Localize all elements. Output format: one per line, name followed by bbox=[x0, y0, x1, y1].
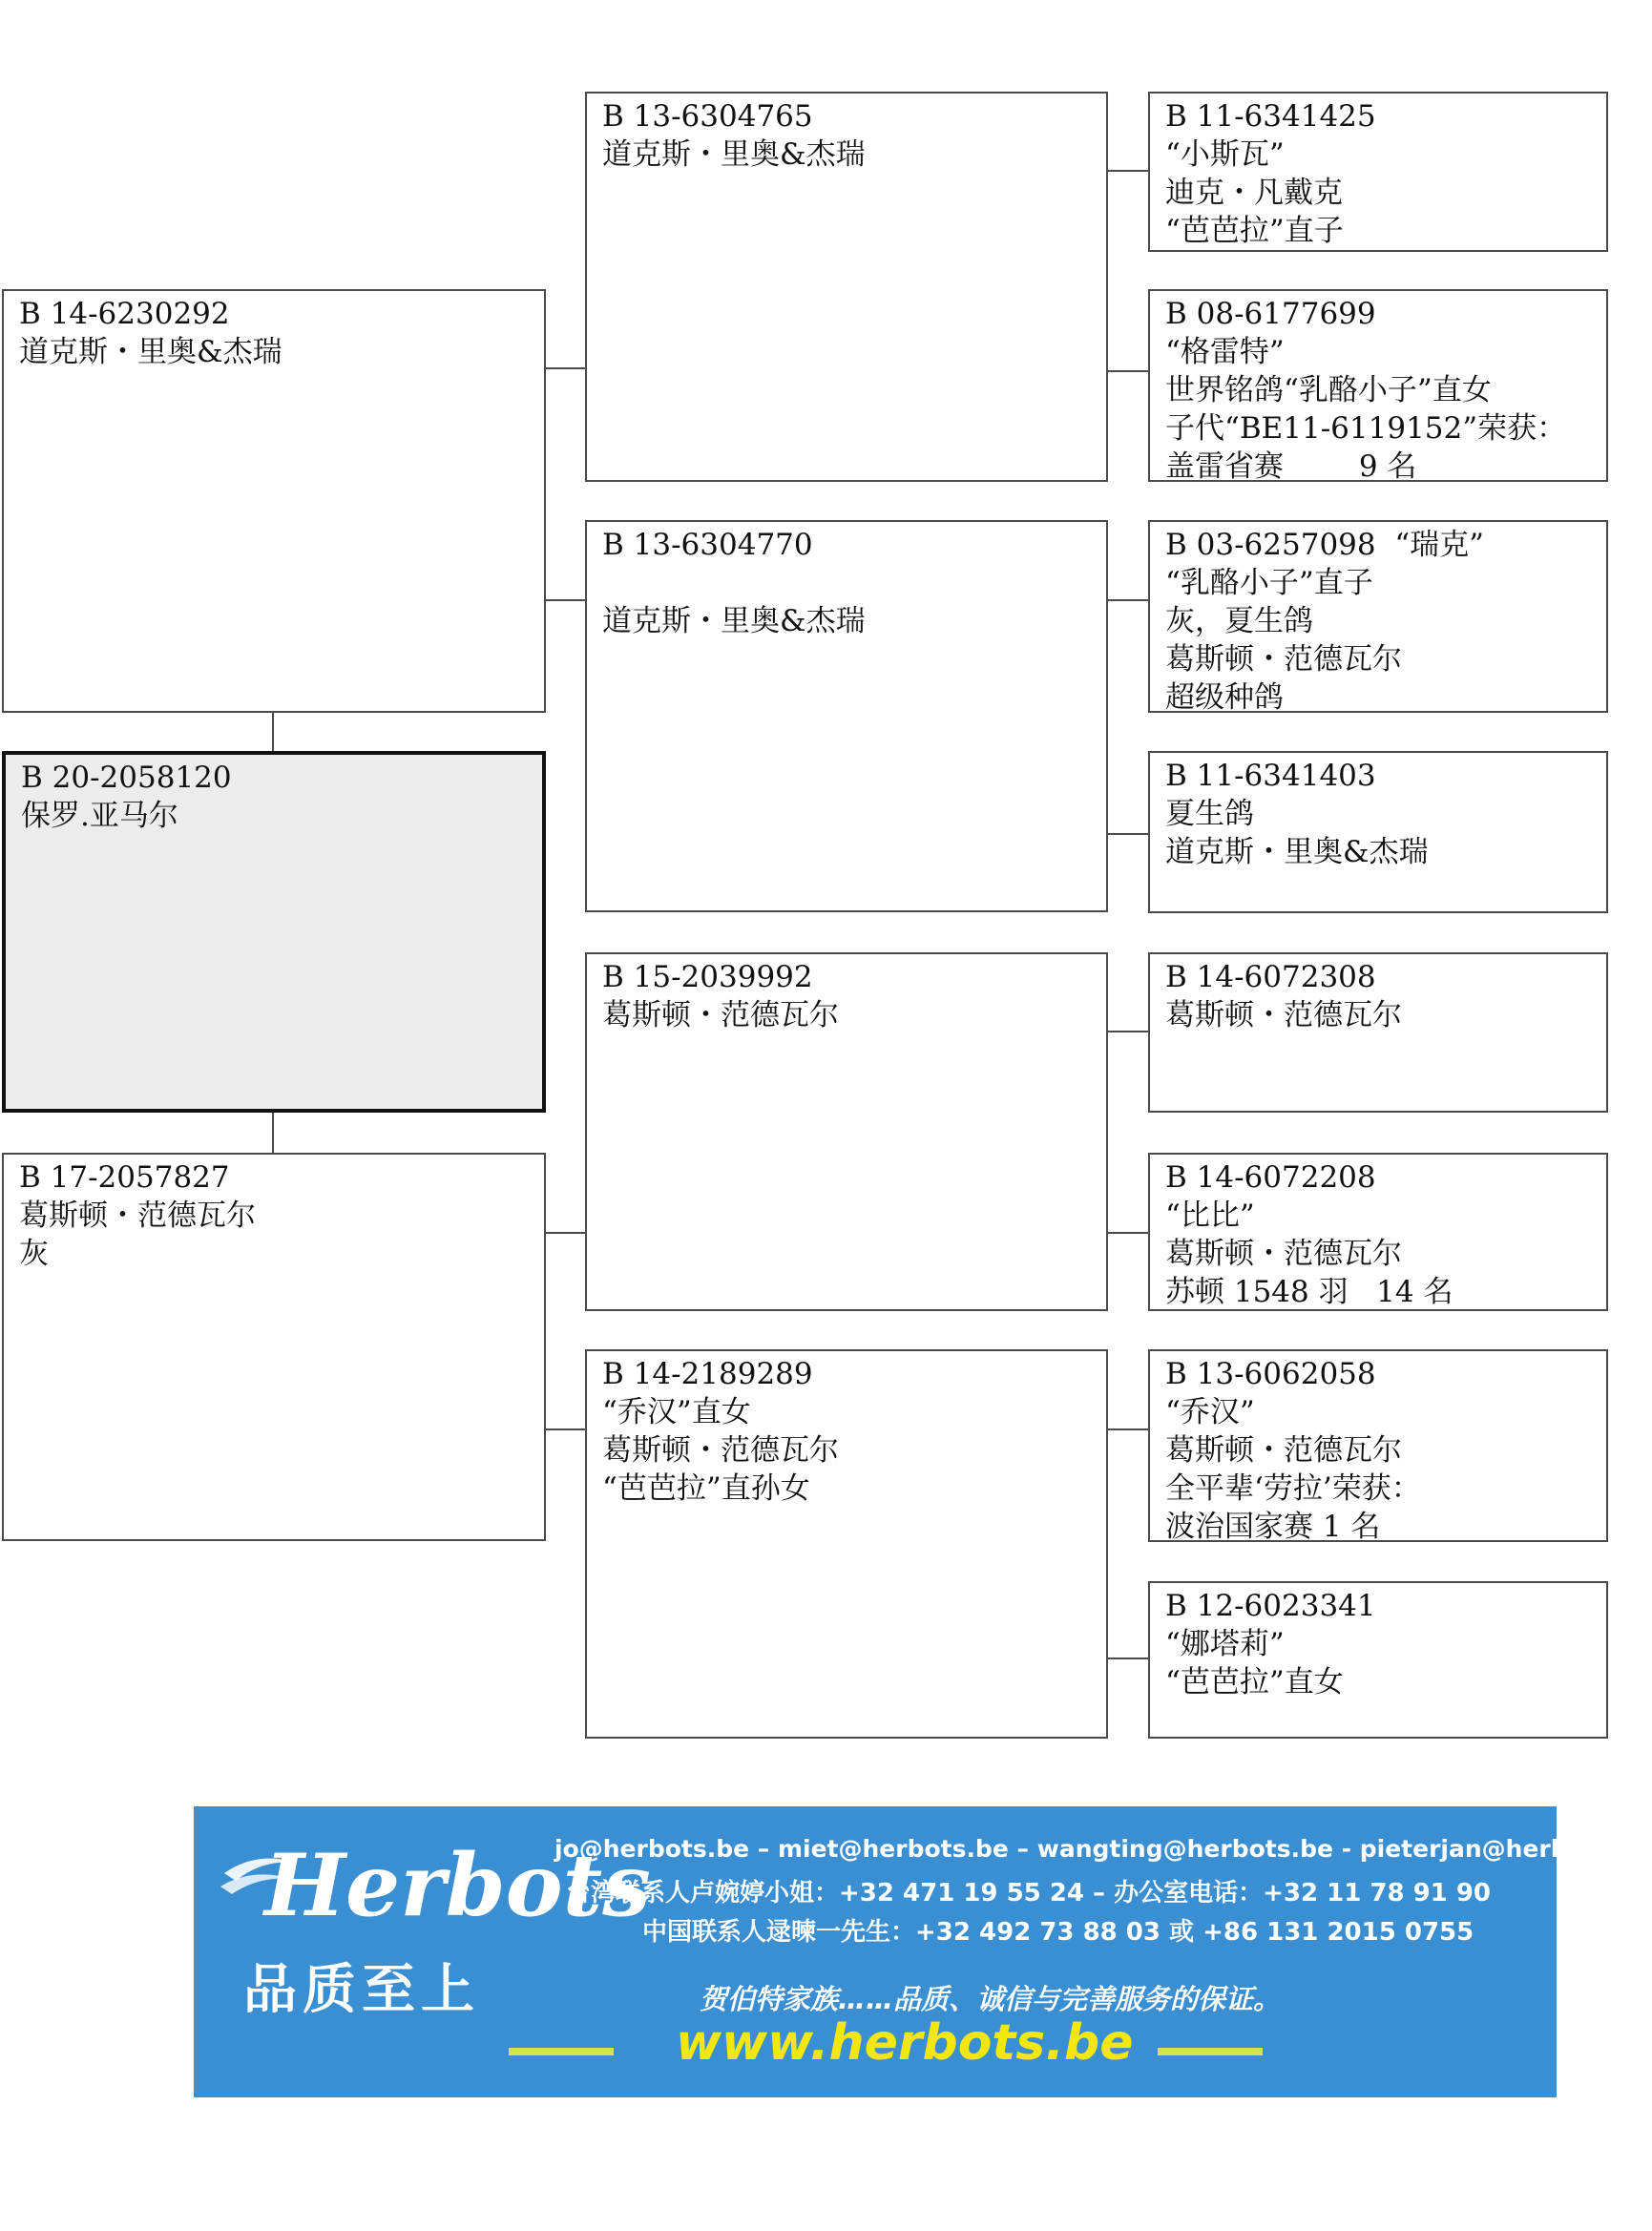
ss-dam-card bbox=[1148, 289, 1608, 482]
pedigree-line: B 14-6072208 bbox=[1165, 1160, 1376, 1195]
pedigree-line: 灰 bbox=[19, 1237, 49, 1271]
right-dash bbox=[1158, 2048, 1263, 2055]
pedigree-line: “芭芭拉”直子 bbox=[1165, 214, 1344, 248]
dd-dam-card bbox=[1148, 1581, 1608, 1739]
taiwan-contact-line: 台湾联系人卢婉婷小姐：+32 471 19 55 24 – 办公室电话：+32 11 78 91 90 bbox=[566, 1879, 1491, 1908]
pedigree-line: B 13-6304770 bbox=[602, 528, 813, 562]
website-link[interactable]: www.herbots.be bbox=[676, 2014, 1134, 2072]
pedigree-line: B 11-6341403 bbox=[1165, 759, 1376, 793]
pedigree-line: 盖雷省赛 9 名 bbox=[1165, 449, 1417, 484]
connector-ss-sire bbox=[1107, 170, 1149, 172]
connector-dd-sire bbox=[1107, 1428, 1149, 1430]
pedigree-line: “小斯瓦” bbox=[1165, 137, 1285, 172]
sire-dam-card bbox=[585, 520, 1108, 912]
pedigree-line: 苏顿 1548 羽 14 名 bbox=[1165, 1275, 1453, 1309]
pedigree-line: 葛斯顿・范德瓦尔 bbox=[1165, 642, 1402, 677]
pedigree-line bbox=[602, 564, 1091, 602]
pedigree-line: B 13-6304765 bbox=[602, 99, 813, 134]
ds-sire-card bbox=[1148, 952, 1608, 1113]
connector-dam-dd bbox=[544, 1428, 586, 1430]
connector-dam-subject bbox=[272, 1113, 274, 1153]
pedigree-line: “乳酪小子”直子 bbox=[1165, 566, 1373, 600]
pedigree-line: 葛斯顿・范德瓦尔 bbox=[1165, 1237, 1402, 1271]
connector-ds-dam bbox=[1107, 1232, 1149, 1234]
pedigree-line: 道克斯・里奥&杰瑞 bbox=[19, 335, 282, 369]
pedigree-line: 世界铭鸽“乳酪小子”直女 bbox=[1165, 373, 1492, 407]
logo-slogan: 品质至上 bbox=[243, 1959, 480, 2021]
connector-sire-subject bbox=[272, 711, 274, 751]
connector-ds-sire bbox=[1107, 1031, 1149, 1032]
pedigree-line: 全平辈‘劳拉’荣获： bbox=[1165, 1471, 1421, 1506]
sire-sire-card bbox=[585, 92, 1108, 482]
pedigree-line: B 12-6023341 bbox=[1165, 1589, 1376, 1623]
connector-sd-sire bbox=[1107, 599, 1149, 601]
pedigree-line: “娜塔莉” bbox=[1165, 1627, 1285, 1661]
pedigree-line: “乔汉” bbox=[1165, 1395, 1255, 1429]
pedigree-line: 波治国家赛 1 名 bbox=[1165, 1510, 1381, 1544]
pedigree-line: 葛斯顿・范德瓦尔 bbox=[19, 1199, 256, 1233]
pedigree-line: B 14-6072308 bbox=[1165, 960, 1376, 994]
pedigree-line: B 13-6062058 bbox=[1165, 1357, 1376, 1391]
pedigree-line: B 15-2039992 bbox=[602, 960, 813, 994]
pedigree-line: 子代“BE11-6119152”荣获： bbox=[1165, 411, 1567, 446]
pedigree-line: B 08-6177699 bbox=[1165, 297, 1376, 331]
pedigree-line: “芭芭拉”直女 bbox=[1165, 1665, 1344, 1699]
left-dash bbox=[509, 2048, 614, 2055]
subject-card bbox=[2, 751, 546, 1113]
pedigree-line: B 11-6341425 bbox=[1165, 99, 1376, 134]
connector-dam-ds bbox=[544, 1232, 586, 1234]
pedigree-line: 道克斯・里奥&杰瑞 bbox=[1165, 835, 1429, 869]
pedigree-line: 葛斯顿・范德瓦尔 bbox=[602, 998, 839, 1032]
pedigree-line: “格雷特” bbox=[1165, 335, 1285, 369]
pedigree-line: B 17-2057827 bbox=[19, 1160, 230, 1195]
pedigree-line: B 20-2058120 bbox=[21, 761, 232, 795]
pedigree-line: B 03-6257098 “瑞克” bbox=[1165, 528, 1485, 562]
pedigree-line: “芭芭拉”直孙女 bbox=[602, 1471, 810, 1506]
pedigree-line: 葛斯顿・范德瓦尔 bbox=[1165, 998, 1402, 1032]
connector-dd-dam bbox=[1107, 1658, 1149, 1659]
connector-sire-sd bbox=[544, 599, 586, 601]
pedigree-line: 葛斯顿・范德瓦尔 bbox=[602, 1433, 839, 1468]
sire-card bbox=[2, 289, 546, 713]
dam-sire-card bbox=[585, 952, 1108, 1311]
dam-dam-card bbox=[585, 1349, 1108, 1739]
svg-text:Herbots: Herbots bbox=[264, 1835, 651, 1936]
pedigree-line: 灰，夏生鸽 bbox=[1165, 604, 1313, 638]
herbots-banner bbox=[194, 1806, 1652, 2097]
email-line: jo@herbots.be – miet@herbots.be – wangting@herbots.be - pieterjan@herbots.be bbox=[554, 1835, 1652, 1863]
sd-sire-card bbox=[1148, 520, 1608, 713]
ds-dam-card bbox=[1148, 1153, 1608, 1311]
connector-ss-dam bbox=[1107, 370, 1149, 372]
pedigree-line: 迪克・凡戴克 bbox=[1165, 176, 1343, 210]
slogan-line: 贺伯特家族……品质、诚信与完善服务的保证。 bbox=[700, 1983, 1282, 2015]
pedigree-line: 超级种鸽 bbox=[1165, 680, 1284, 715]
herbots-logo bbox=[217, 1831, 651, 1936]
pedigree-line: 夏生鸽 bbox=[1165, 797, 1254, 831]
sd-dam-card bbox=[1148, 751, 1608, 913]
pedigree-line: 保罗.亚马尔 bbox=[21, 799, 178, 833]
pedigree-line: “乔汉”直女 bbox=[602, 1395, 751, 1429]
pedigree-line: 道克斯・里奥&杰瑞 bbox=[602, 604, 866, 638]
connector-sire-ss bbox=[544, 367, 586, 369]
ss-sire-card bbox=[1148, 92, 1608, 252]
pedigree-line: B 14-2189289 bbox=[602, 1357, 813, 1391]
pedigree-line: 道克斯・里奥&杰瑞 bbox=[602, 137, 866, 172]
pedigree-line: 葛斯顿・范德瓦尔 bbox=[1165, 1433, 1402, 1468]
pedigree-line: B 14-6230292 bbox=[19, 297, 230, 331]
dd-sire-card bbox=[1148, 1349, 1608, 1542]
connector-sd-dam bbox=[1107, 833, 1149, 835]
china-contact-line: 中国联系人逯暕一先生：+32 492 73 88 03 或 +86 131 2015 0755 bbox=[642, 1918, 1474, 1947]
dam-card bbox=[2, 1153, 546, 1541]
pedigree-line: “比比” bbox=[1165, 1199, 1255, 1233]
